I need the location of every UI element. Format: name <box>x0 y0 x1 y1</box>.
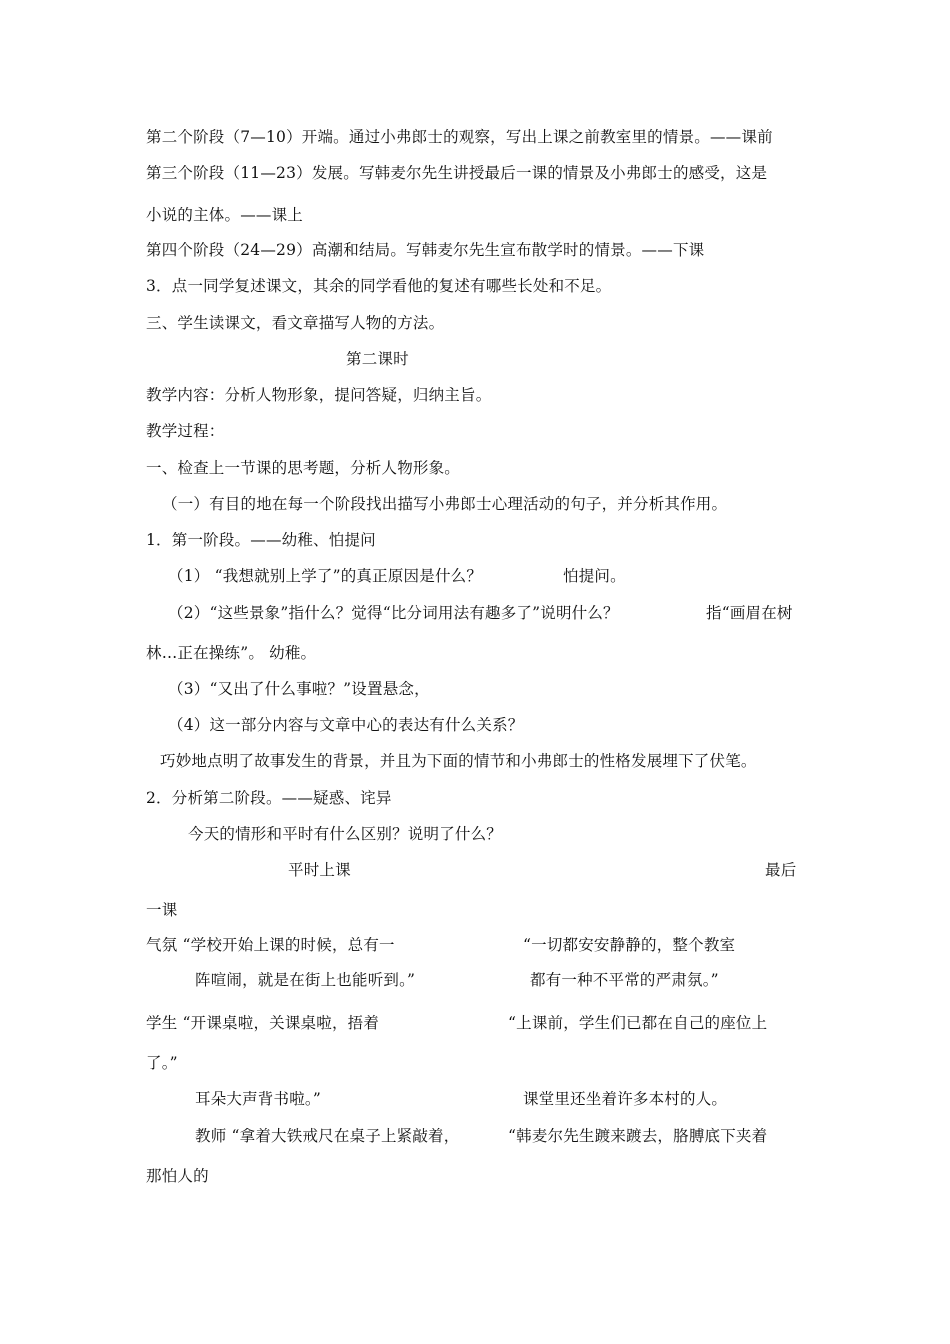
lesson-title: 第二课时 <box>346 350 409 368</box>
row-students-last: “上课前，学生们已都在自己的座位上 <box>508 1014 768 1032</box>
row-students-normal: 学生 “开课桌啦，关课桌啦，捂着 <box>146 1014 380 1032</box>
row-atmosphere-last-cont: 都有一种不平常的严肃氛。” <box>530 971 719 989</box>
answer-two-cont: 林…正在操练”。 幼稚。 <box>146 644 317 662</box>
teaching-process-label: 教学过程： <box>146 422 225 440</box>
row-teacher-last: “韩麦尔先生踱来踱去，胳膊底下夹着 <box>508 1127 768 1145</box>
table-header-last-cont: 一课 <box>146 901 178 919</box>
row-atmosphere-last: “一切都安安静静的，整个教室 <box>523 936 736 954</box>
row-students-last-cont: 了。” <box>146 1054 178 1072</box>
row-atmosphere-normal-cont: 阵喧闹，就是在街上也能听到。” <box>195 971 416 989</box>
paragraph-retell: 3．点一同学复述课文，其余的同学看他的复述有哪些长处和不足。 <box>146 277 612 295</box>
section-heading-one: 一、检查上一节课的思考题，分析人物形象。 <box>146 459 461 477</box>
section-heading-three: 三、学生读课文，看文章描写人物的方法。 <box>146 314 445 332</box>
teaching-content: 教学内容：分析人物形象，提问答疑，归纳主旨。 <box>146 386 492 404</box>
paragraph-stage-four: 第四个阶段（24—29）高潮和结局。写韩麦尔先生宣布散学时的情景。——下课 <box>146 241 705 259</box>
question-one: （1） “我想就别上学了”的真正原因是什么？ <box>168 567 483 585</box>
paragraph-stage-two: 第二个阶段（7—10）开端。通过小弗郎士的观察，写出上课之前教室里的情景。——课前 <box>146 128 773 146</box>
paragraph-stage-three-cont: 小说的主体。——课上 <box>146 206 304 224</box>
stage-one-heading: 1．第一阶段。——幼稚、怕提问 <box>146 531 376 549</box>
stage-two-heading: 2．分析第二阶段。——疑惑、诧异 <box>146 789 392 807</box>
question-three: （3）“又出了什么事啦？”设置悬念， <box>168 680 430 698</box>
table-header-last: 最后 <box>765 861 797 879</box>
row-students-last-extra: 课堂里还坐着许多本村的人。 <box>523 1090 728 1108</box>
row-teacher-cont: 那怕人的 <box>146 1167 209 1185</box>
question-four: （4）这一部分内容与文章中心的表达有什么关系？ <box>168 716 524 734</box>
row-atmosphere-normal: 气氛 “学校开始上课的时候，总有一 <box>146 936 395 954</box>
answer-two: 指“画眉在树 <box>706 604 793 622</box>
row-teacher-normal: 教师 “拿着大铁戒尺在桌子上紧敲着， <box>195 1127 460 1145</box>
answer-one: 怕提问。 <box>563 567 626 585</box>
table-header-normal: 平时上课 <box>288 861 351 879</box>
question-two: （2）“这些景象”指什么？觉得“比分词用法有趣多了”说明什么？ <box>168 604 619 622</box>
paragraph-stage-three: 第三个阶段（11—23）发展。写韩麦尔先生讲授最后一课的情景及小弗郎士的感受，这是 <box>146 164 768 182</box>
row-students-normal-cont: 耳朵大声背书啦。” <box>195 1090 321 1108</box>
comparison-question: 今天的情形和平时有什么区别？说明了什么？ <box>188 825 503 843</box>
answer-four: 巧妙地点明了故事发生的背景，并且为下面的情节和小弗郎士的性格发展埋下了伏笔。 <box>160 752 757 770</box>
sub-heading-one: （一）有目的地在每一个阶段找出描写小弗郎士心理活动的句子，并分析其作用。 <box>162 495 728 513</box>
